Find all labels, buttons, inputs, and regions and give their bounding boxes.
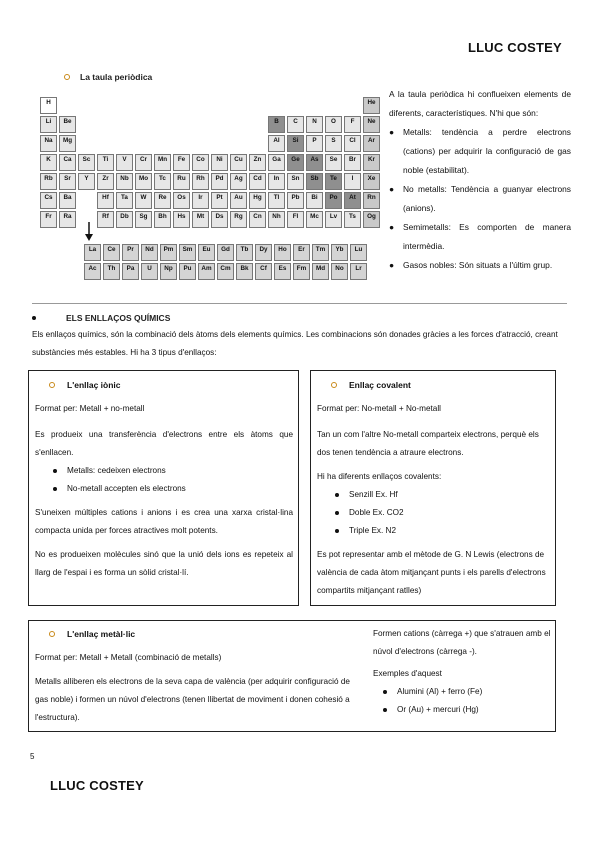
element-fm: Fm bbox=[293, 263, 310, 280]
element-lv: Lv bbox=[325, 211, 342, 228]
element-ba: Ba bbox=[59, 192, 76, 209]
element-cu: Cu bbox=[230, 154, 247, 171]
covalent-bond-box bbox=[310, 370, 556, 606]
element-yb: Yb bbox=[331, 244, 348, 261]
metallic-bond-box bbox=[28, 620, 556, 732]
bonds-intro: Els enllaços químics, són la combinació dels àtoms dels elements químics. Les combinacions són donades gràcies a les forces d'atracció, creant substàncies més estables. Hi ha 3 tipus d'enllaços: bbox=[32, 330, 558, 357]
element-pd: Pd bbox=[211, 173, 228, 190]
element-ge: Ge bbox=[287, 154, 304, 171]
element-np: Np bbox=[160, 263, 177, 280]
element-f: F bbox=[344, 116, 361, 133]
element-br: Br bbox=[344, 154, 361, 171]
element-mc: Mc bbox=[306, 211, 323, 228]
element-si: Si bbox=[287, 135, 304, 152]
metallic-examples bbox=[383, 683, 551, 719]
element-ds: Ds bbox=[211, 211, 228, 228]
circle-bullet-icon bbox=[64, 74, 70, 80]
element-ra: Ra bbox=[59, 211, 76, 228]
ionic-bullets bbox=[53, 462, 293, 498]
element-sb: Sb bbox=[306, 173, 323, 190]
element-be: Be bbox=[59, 116, 76, 133]
covalent-formed-by: Format per: No-metall + No-metall bbox=[317, 404, 441, 413]
element-dy: Dy bbox=[255, 244, 272, 261]
ionic-formed-by: Format per: Metall + no-metall bbox=[35, 404, 145, 413]
element-tl: Tl bbox=[268, 192, 285, 209]
element-fl: Fl bbox=[287, 211, 304, 228]
element-cr: Cr bbox=[135, 154, 152, 171]
element-cf: Cf bbox=[255, 263, 272, 280]
down-arrow-icon bbox=[84, 222, 94, 242]
element-rn: Rn bbox=[363, 192, 380, 209]
covalent-p1: Tan un com l'altre No-metall comparteix electrons, perquè els dos tenen tendència a atraure electrons. bbox=[317, 430, 539, 457]
element-bh: Bh bbox=[154, 211, 171, 228]
covalent-p2: Hi ha diferents enllaços covalents: bbox=[317, 472, 442, 481]
element-nh: Nh bbox=[268, 211, 285, 228]
periodic-title-text: La taula periòdica bbox=[80, 72, 153, 82]
element-gd: Gd bbox=[217, 244, 234, 261]
element-md: Md bbox=[312, 263, 329, 280]
circle-bullet-icon bbox=[49, 631, 55, 637]
list-item: Metalls: cedeixen electrons bbox=[53, 462, 293, 480]
element-es: Es bbox=[274, 263, 291, 280]
element-as: As bbox=[306, 154, 323, 171]
element-la: La bbox=[84, 244, 101, 261]
element-o: O bbox=[325, 116, 342, 133]
element-cm: Cm bbox=[217, 263, 234, 280]
element-os: Os bbox=[173, 192, 190, 209]
element-nb: Nb bbox=[116, 173, 133, 190]
metallic-p1: Metalls alliberen els electrons de la seva capa de valència (per adquirir configuració de gas noble) i formen un núvol d'electrons (tenen llibertat de moviment i donen cohesió a l'estructura). bbox=[35, 677, 350, 722]
element-ru: Ru bbox=[173, 173, 190, 190]
element-p: P bbox=[306, 135, 323, 152]
page-mark: 5 bbox=[30, 752, 35, 761]
element-zn: Zn bbox=[249, 154, 266, 171]
covalent-p3: Es pot representar amb el mètode de G. N Lewis (electrons de valència de cada àtom mitjançant punts i els parells d'electrons compartits mitjançant ratlles) bbox=[317, 550, 546, 595]
element-w: W bbox=[135, 192, 152, 209]
covalent-content bbox=[317, 400, 551, 600]
element-fe: Fe bbox=[173, 154, 190, 171]
element-am: Am bbox=[198, 263, 215, 280]
element-ga: Ga bbox=[268, 154, 285, 171]
element-bk: Bk bbox=[236, 263, 253, 280]
circle-bullet-icon bbox=[49, 382, 55, 388]
bullet-noble-gases: ● Gasos nobles: Són situats a l'últim grup. bbox=[389, 260, 553, 270]
element-mt: Mt bbox=[192, 211, 209, 228]
element-h: H bbox=[40, 97, 57, 114]
element-in: In bbox=[268, 173, 285, 190]
element-er: Er bbox=[293, 244, 310, 261]
element-ir: Ir bbox=[192, 192, 209, 209]
element-re: Re bbox=[154, 192, 171, 209]
element-ts: Ts bbox=[344, 211, 361, 228]
element-pb: Pb bbox=[287, 192, 304, 209]
element-pm: Pm bbox=[160, 244, 177, 261]
element-no: No bbox=[331, 263, 348, 280]
divider bbox=[32, 303, 567, 304]
element-b: B bbox=[268, 116, 285, 133]
element-tb: Tb bbox=[236, 244, 253, 261]
circle-bullet-icon bbox=[331, 382, 337, 388]
element-n: N bbox=[306, 116, 323, 133]
metallic-right-column bbox=[373, 625, 551, 719]
metallic-formed-by: Format per: Metall + Metall (combinació de metalls) bbox=[35, 653, 222, 662]
metallic-content bbox=[35, 649, 365, 727]
element-cs: Cs bbox=[40, 192, 57, 209]
author-name-bottom: LLUC COSTEY bbox=[50, 778, 144, 793]
element-s: S bbox=[325, 135, 342, 152]
element-ta: Ta bbox=[116, 192, 133, 209]
metallic-examples-title: Exemples d'aquest bbox=[373, 669, 442, 678]
element-y: Y bbox=[78, 173, 95, 190]
element-lu: Lu bbox=[350, 244, 367, 261]
element-ti: Ti bbox=[97, 154, 114, 171]
element-sg: Sg bbox=[135, 211, 152, 228]
element-tc: Tc bbox=[154, 173, 171, 190]
element-pt: Pt bbox=[211, 192, 228, 209]
element-nd: Nd bbox=[141, 244, 158, 261]
list-item: Alumini (Al) + ferro (Fe) bbox=[383, 683, 551, 701]
bonds-section-title bbox=[32, 313, 170, 323]
element-ni: Ni bbox=[211, 154, 228, 171]
element-pa: Pa bbox=[122, 263, 139, 280]
element-sr: Sr bbox=[59, 173, 76, 190]
element-c: C bbox=[287, 116, 304, 133]
element-k: K bbox=[40, 154, 57, 171]
bullet-semimetals: ● Semimetalls: Es comporten de manera intermèdia. bbox=[389, 222, 571, 251]
covalent-title: Enllaç covalent bbox=[331, 380, 411, 390]
element-na: Na bbox=[40, 135, 57, 152]
element-se: Se bbox=[325, 154, 342, 171]
element-ar: Ar bbox=[363, 135, 380, 152]
element-tm: Tm bbox=[312, 244, 329, 261]
element-ho: Ho bbox=[274, 244, 291, 261]
element-fr: Fr bbox=[40, 211, 57, 228]
element-at: At bbox=[344, 192, 361, 209]
element-mo: Mo bbox=[135, 173, 152, 190]
metallic-title: L'enllaç metàl·lic bbox=[49, 629, 135, 639]
element-rb: Rb bbox=[40, 173, 57, 190]
list-item: Or (Au) + mercuri (Hg) bbox=[383, 701, 551, 719]
ionic-p2: S'uneixen múltiples cations i anions i es crea una xarxa cristal·lina compacta unida per forces atractives molt potents. bbox=[35, 508, 293, 535]
element-au: Au bbox=[230, 192, 247, 209]
element-ca: Ca bbox=[59, 154, 76, 171]
element-db: Db bbox=[116, 211, 133, 228]
element-po: Po bbox=[325, 192, 342, 209]
element-th: Th bbox=[103, 263, 120, 280]
element-og: Og bbox=[363, 211, 380, 228]
element-sc: Sc bbox=[78, 154, 95, 171]
element-i: I bbox=[344, 173, 361, 190]
element-cl: Cl bbox=[344, 135, 361, 152]
element-cn: Cn bbox=[249, 211, 266, 228]
element-pu: Pu bbox=[179, 263, 196, 280]
author-name-top: LLUC COSTEY bbox=[468, 40, 562, 55]
periodic-table bbox=[40, 97, 382, 287]
element-bi: Bi bbox=[306, 192, 323, 209]
element-mn: Mn bbox=[154, 154, 171, 171]
periodic-section-title bbox=[64, 72, 152, 82]
ionic-title: L'enllaç iònic bbox=[49, 380, 121, 390]
element-kr: Kr bbox=[363, 154, 380, 171]
element-ne: Ne bbox=[363, 116, 380, 133]
bonds-title-text: ELS ENLLAÇOS QUÍMICS bbox=[66, 313, 171, 323]
element-hg: Hg bbox=[249, 192, 266, 209]
element-mg: Mg bbox=[59, 135, 76, 152]
element-ag: Ag bbox=[230, 173, 247, 190]
element-sn: Sn bbox=[287, 173, 304, 190]
bullet-nonmetals: ● No metalls: Tendència a guanyar electrons (anions). bbox=[389, 184, 571, 213]
ionic-content bbox=[35, 400, 293, 582]
element-he: He bbox=[363, 97, 380, 114]
list-item: No-metall accepten els electrons bbox=[53, 480, 293, 498]
element-te: Te bbox=[325, 173, 342, 190]
element-al: Al bbox=[268, 135, 285, 152]
element-ce: Ce bbox=[103, 244, 120, 261]
element-sm: Sm bbox=[179, 244, 196, 261]
element-pr: Pr bbox=[122, 244, 139, 261]
element-ac: Ac bbox=[84, 263, 101, 280]
ionic-p1: Es produeix una transferència d'electrons entre els àtoms que s'enllacen. bbox=[35, 430, 293, 457]
ionic-bond-box bbox=[28, 370, 299, 606]
element-li: Li bbox=[40, 116, 57, 133]
element-lr: Lr bbox=[350, 263, 367, 280]
metallic-right-p: Formen cations (càrrega +) que s'atrauen amb el núvol d'electrons (càrrega -). bbox=[373, 629, 551, 656]
element-co: Co bbox=[192, 154, 209, 171]
element-eu: Eu bbox=[198, 244, 215, 261]
bullet-metals: ● Metalls: tendència a perdre electrons (cations) per adquirir la configuració de gas noble (estabilitat). bbox=[389, 127, 571, 175]
element-zr: Zr bbox=[97, 173, 114, 190]
element-xe: Xe bbox=[363, 173, 380, 190]
element-rf: Rf bbox=[97, 211, 114, 228]
ionic-p3: No es produeixen molècules sinó que la unió dels ions es repeteix al llarg de l'espai i es forma un sòlid cristal·lí. bbox=[35, 550, 293, 577]
covalent-bullets bbox=[335, 486, 551, 540]
element-u: U bbox=[141, 263, 158, 280]
element-v: V bbox=[116, 154, 133, 171]
list-item: Triple Ex. N2 bbox=[335, 522, 551, 540]
element-rg: Rg bbox=[230, 211, 247, 228]
element-rh: Rh bbox=[192, 173, 209, 190]
element-hs: Hs bbox=[173, 211, 190, 228]
periodic-intro: A la taula periòdica hi conflueixen elements de diferents, característiques. N'hi que són: bbox=[389, 89, 571, 118]
list-item: Doble Ex. CO2 bbox=[335, 504, 551, 522]
bullet-icon bbox=[32, 316, 36, 320]
periodic-explanation bbox=[389, 85, 571, 275]
list-item: Senzill Ex. Hf bbox=[335, 486, 551, 504]
element-cd: Cd bbox=[249, 173, 266, 190]
element-hf: Hf bbox=[97, 192, 114, 209]
